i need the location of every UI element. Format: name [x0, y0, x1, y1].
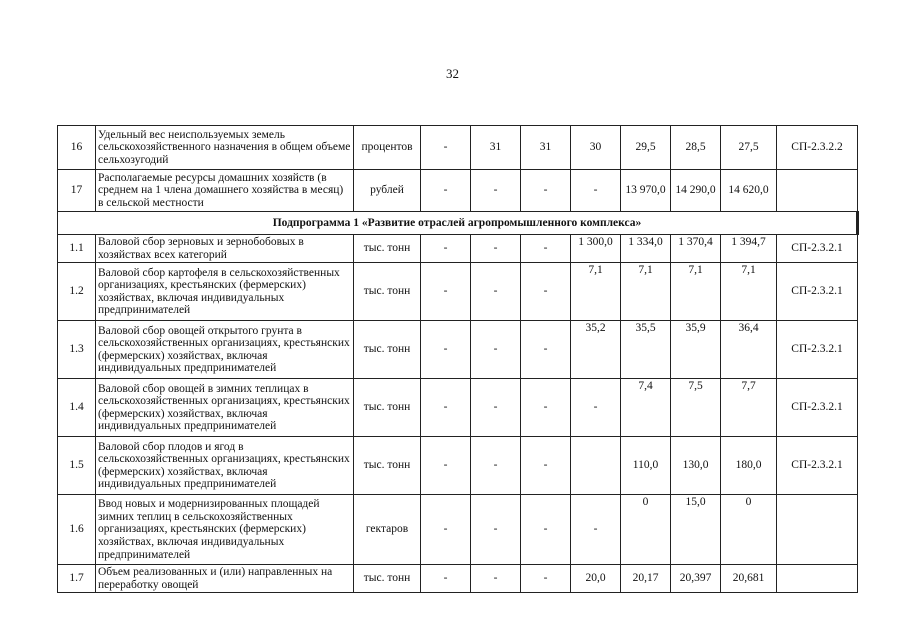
value-cell: 15,0: [671, 495, 721, 565]
value-cell: -: [471, 379, 521, 437]
value-cell: -: [521, 321, 571, 379]
code-cell: СП-2.3.2.1: [777, 437, 858, 495]
value-cell: 35,9: [671, 321, 721, 379]
code-cell: [777, 495, 858, 565]
value-cell: -: [521, 495, 571, 565]
value-cell: -: [571, 170, 621, 212]
value-cell: -: [421, 126, 471, 170]
value-cell: 0: [721, 495, 777, 565]
value-cell: 31: [471, 126, 521, 170]
value-cell: -: [521, 379, 571, 437]
unit-cell: тыс. тонн: [354, 437, 421, 495]
table-row: [58, 170, 858, 212]
value-cell: 7,5: [671, 379, 721, 437]
value-cell: 30: [571, 126, 621, 170]
value-cell: 36,4: [721, 321, 777, 379]
value-cell: -: [421, 437, 471, 495]
code-cell: СП-2.3.2.2: [777, 126, 858, 170]
value-cell: -: [471, 170, 521, 212]
value-cell: -: [421, 170, 471, 212]
value-cell: -: [471, 565, 521, 593]
unit-cell: тыс. тонн: [354, 263, 421, 321]
row-number: 1.7: [58, 565, 96, 593]
value-cell: 110,0: [621, 437, 671, 495]
row-number: 1.5: [58, 437, 96, 495]
value-cell: 13 970,0: [621, 170, 671, 212]
value-cell: 1 300,0: [571, 235, 621, 263]
table-row: [58, 126, 858, 170]
unit-cell: рублей: [354, 170, 421, 212]
value-cell: 7,7: [721, 379, 777, 437]
value-cell: 20,17: [621, 565, 671, 593]
unit-cell: процентов: [354, 126, 421, 170]
indicator-name: Валовой сбор овощей в зимних теплицах в сельскохозяйственных организациях, крестьянских (фермерских) хозяйствах, включая индивидуальных предпринимателей: [96, 379, 354, 437]
value-cell: -: [421, 565, 471, 593]
row-number: 17: [58, 170, 96, 212]
value-cell: 7,1: [671, 263, 721, 321]
value-cell: 7,1: [621, 263, 671, 321]
value-cell: 7,4: [621, 379, 671, 437]
row-number: 1.2: [58, 263, 96, 321]
row-number: 1.3: [58, 321, 96, 379]
subprogram-row: [58, 212, 858, 235]
value-cell: -: [521, 437, 571, 495]
value-cell: -: [421, 495, 471, 565]
value-cell: 27,5: [721, 126, 777, 170]
table-row: [58, 437, 858, 495]
table-row: [58, 263, 858, 321]
value-cell: 20,681: [721, 565, 777, 593]
value-cell: -: [471, 495, 521, 565]
value-cell: -: [471, 321, 521, 379]
value-cell: 20,397: [671, 565, 721, 593]
value-cell: 31: [521, 126, 571, 170]
unit-cell: тыс. тонн: [354, 379, 421, 437]
indicator-name: Валовой сбор овощей открытого грунта в сельскохозяйственных организациях, крестьянских (фермерских) хозяйствах, включая индивидуальных предпринимателей: [96, 321, 354, 379]
value-cell: -: [471, 263, 521, 321]
table-row: [58, 379, 858, 437]
indicator-name: Валовой сбор картофеля в сельскохозяйственных организациях, крестьянских (фермерских) хозяйствах, включая индивидуальных предпринимателей: [96, 263, 354, 321]
code-cell: СП-2.3.2.1: [777, 379, 858, 437]
value-cell: 20,0: [571, 565, 621, 593]
value-cell: 1 334,0: [621, 235, 671, 263]
page-number: 32: [446, 66, 459, 81]
value-cell: -: [421, 379, 471, 437]
value-cell: 0: [621, 495, 671, 565]
row-number: 1.4: [58, 379, 96, 437]
value-cell: -: [571, 495, 621, 565]
value-cell: -: [471, 235, 521, 263]
indicator-name: Располагаемые ресурсы домашних хозяйств (в среднем на 1 члена домашнего хозяйства в месяц) в сельской местности: [96, 170, 354, 212]
indicator-name: Объем реализованных и (или) направленных на переработку овощей: [96, 565, 354, 593]
value-cell: 14 290,0: [671, 170, 721, 212]
value-cell: 29,5: [621, 126, 671, 170]
indicator-name: Удельный вес неиспользуемых земель сельскохозяйственного назначения в общем объеме сельхозугодий: [96, 126, 354, 170]
row-number: 1.1: [58, 235, 96, 263]
table-row: [58, 321, 858, 379]
code-cell: [777, 565, 858, 593]
value-cell: -: [521, 235, 571, 263]
value-cell: 28,5: [671, 126, 721, 170]
value-cell: 1 394,7: [721, 235, 777, 263]
value-cell: 35,2: [571, 321, 621, 379]
table-row: [58, 495, 858, 565]
value-cell: -: [521, 565, 571, 593]
code-cell: СП-2.3.2.1: [777, 235, 858, 263]
code-cell: СП-2.3.2.1: [777, 321, 858, 379]
value-cell: -: [471, 437, 521, 495]
indicator-name: Ввод новых и модернизированных площадей зимних теплиц в сельскохозяйственных организациях, крестьянских (фермерских) хозяйствах, включая индивидуальных предпринимателей: [96, 495, 354, 565]
value-cell: -: [521, 170, 571, 212]
row-number: 1.6: [58, 495, 96, 565]
table-row: [58, 565, 858, 593]
value-cell: 35,5: [621, 321, 671, 379]
indicators-table: [57, 125, 859, 593]
row-number: 16: [58, 126, 96, 170]
indicator-name: Валовой сбор плодов и ягод в сельскохозяйственных организациях, крестьянских (фермерских) хозяйствах, включая индивидуальных предпринимателей: [96, 437, 354, 495]
value-cell: 130,0: [671, 437, 721, 495]
value-cell: -: [421, 321, 471, 379]
value-cell: 7,1: [721, 263, 777, 321]
code-cell: [777, 170, 858, 212]
value-cell: 14 620,0: [721, 170, 777, 212]
subprogram-title: Подпрограмма 1 «Развитие отраслей агропромышленного комплекса»: [58, 212, 858, 235]
unit-cell: тыс. тонн: [354, 565, 421, 593]
value-cell: [571, 437, 621, 495]
value-cell: -: [421, 235, 471, 263]
value-cell: -: [571, 379, 621, 437]
code-cell: СП-2.3.2.1: [777, 263, 858, 321]
unit-cell: тыс. тонн: [354, 235, 421, 263]
value-cell: 1 370,4: [671, 235, 721, 263]
indicator-name: Валовой сбор зерновых и зернобобовых в хозяйствах всех категорий: [96, 235, 354, 263]
unit-cell: гектаров: [354, 495, 421, 565]
table-body: [58, 126, 858, 593]
value-cell: -: [421, 263, 471, 321]
value-cell: 7,1: [571, 263, 621, 321]
unit-cell: тыс. тонн: [354, 321, 421, 379]
table-row: [58, 235, 858, 263]
value-cell: 180,0: [721, 437, 777, 495]
value-cell: -: [521, 263, 571, 321]
